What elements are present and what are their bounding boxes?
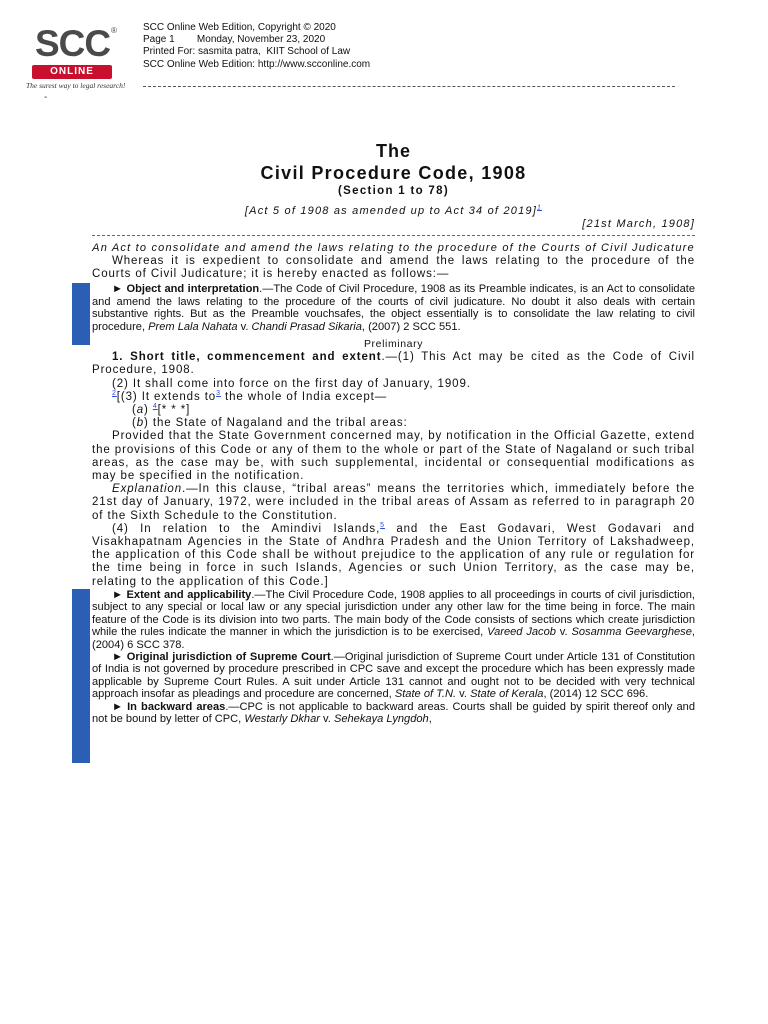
editorial-notes-section-1 <box>72 589 695 725</box>
print-header <box>143 22 370 71</box>
note-heading: Extent and applicability <box>126 588 252 601</box>
note-body: .—The Civil Procedure Code, 1908 applies to all proceedings in courts of civil jurisdiction, subject to any special or local law or any special jurisdiction under any other law for the time being in force. The main feature of the Code is its division into two parts. The main body of the Code consists of sections which create jurisdiction while the rules indicate the manner in which the jurisdiction is to be exercised, <box>92 588 695 639</box>
case-citation: , (2014) 12 SCC 696. <box>543 688 649 701</box>
case-versus: v. <box>456 688 471 701</box>
editorial-note-object <box>72 283 695 333</box>
note-text <box>92 283 695 333</box>
section-1-4-text-b: and the East Godavari, West Godavari and Visakhapatnam Agencies in the State of Andhra Pradesh and the Union Territory of Lakshadweep, the application of this Code shall be without prejudice to the application of any rule or regulation for the time being in force in such Islands, Agencies or such Union Territory, as the case may be, relating to the application of this Code.] <box>92 522 695 588</box>
title-divider <box>92 235 695 236</box>
footnote-link-2[interactable]: 2 <box>112 390 117 398</box>
logo-tagline: The surest way to legal research! <box>26 81 126 90</box>
case-versus: v. <box>319 712 334 725</box>
note-heading: Original jurisdiction of Supreme Court <box>126 650 331 663</box>
footnote-link-4[interactable]: 4 <box>152 403 158 411</box>
section-number: 1. <box>112 351 131 364</box>
act-line <box>92 205 695 218</box>
section-1-3-text: [(3) It extends to <box>116 390 217 403</box>
case-citation: , (2007) 2 SCC 551. <box>361 320 461 333</box>
document-title: Civil Procedure Code, 1908 <box>260 163 527 183</box>
case-party-a: Westarly Dkhar <box>244 712 320 725</box>
clause-b-open: ( <box>132 417 137 430</box>
footnote-link-1[interactable]: 1 <box>536 204 543 212</box>
note-original-jurisdiction <box>92 651 695 701</box>
case-versus: v. <box>237 320 252 333</box>
header-side-mark: - <box>44 92 48 103</box>
part-heading: Preliminary <box>363 338 424 351</box>
footnote-link-5[interactable]: 5 <box>380 522 385 530</box>
footnote-link-3[interactable]: 3 <box>216 390 221 398</box>
header-divider <box>143 86 675 87</box>
section-1-4 <box>92 523 695 589</box>
note-bar <box>72 589 90 763</box>
logo-registered-mark: ® <box>111 26 117 35</box>
section-1-3-text-b: the whole of India except— <box>220 390 388 403</box>
section-1-4-text: (4) In relation to the Amindivi Islands, <box>112 522 381 535</box>
document-body <box>92 140 695 725</box>
note-extent <box>92 589 695 651</box>
clause-b-letter: b <box>136 417 145 430</box>
explanation-label: Explanation <box>112 483 182 496</box>
long-title: An Act to consolidate and amend the laws relating to the procedure of the Courts of Civil Judicature <box>92 242 695 254</box>
copyright-line: SCC Online Web Edition, Copyright © 2020 <box>143 22 336 33</box>
note-arrow-icon: ► <box>112 283 123 296</box>
explanation-text: .—In this clause, “tribal areas” means the territories which, immediately before the 21st day of January, 1972, were included in the tribal areas of Assam as referred to in paragraph 20 of the Sixth Schedule to the Constitution. <box>92 483 695 522</box>
title-the: The <box>375 141 411 161</box>
note-body: .—Original jurisdiction of Supreme Court under Article 131 of Constitution of India is not governed by procedure prescribed in CPC save and except the procedure which has been expressly made applicable by Supreme Court Rules. A suit under Article 131 cannot and ought not to be decided with very technical approach insofar as pleadings and procedure are concerned, <box>92 650 695 701</box>
case-citation: , (2004) 6 SCC 378. <box>92 626 695 651</box>
section-1-3 <box>92 391 695 404</box>
clause-b <box>92 417 695 430</box>
clause-a-text: [* * *] <box>157 404 191 417</box>
website-line: SCC Online Web Edition: http://www.scconline.com <box>143 58 371 70</box>
clause-a-close: ) <box>144 404 153 417</box>
case-party-b: Chandi Prasad Sikaria <box>251 320 362 333</box>
act-line-text: [Act 5 of 1908 as amended up to Act 34 of 2019] <box>244 205 537 217</box>
section-1-1 <box>92 351 695 377</box>
section-1-2: (2) It shall come into force on the first day of January, 1909. <box>112 377 471 390</box>
section-range: (Section 1 to 78) <box>338 185 449 197</box>
note-heading: Object and interpretation <box>126 283 260 296</box>
section-heading: Short title, commencement and extent <box>130 351 382 364</box>
logo-wordmark: SCC <box>35 23 111 64</box>
printed-for-line: Printed For: sasmita patra, KIIT School of Law <box>143 46 351 58</box>
note-backward-areas <box>92 701 695 726</box>
note-arrow-icon: ► <box>112 588 123 601</box>
case-party-a: Prem Lala Nahata <box>148 320 238 333</box>
case-party-a: State of T.N. <box>394 688 457 701</box>
clause-b-text: ) the State of Nagaland and the tribal areas: <box>144 417 408 430</box>
clause-a-open: ( <box>132 404 137 417</box>
enactment-date: [21st March, 1908] <box>582 218 695 230</box>
case-party-a: Vareed Jacob <box>487 626 556 639</box>
note-arrow-icon: ► <box>112 650 123 663</box>
clause-a <box>92 404 695 417</box>
case-party-b: Sehekaya Lyngdoh <box>333 712 429 725</box>
preamble: Whereas it is expedient to consolidate and amend the laws relating to the procedure of the Courts of Civil Judicature; it is hereby enacted as follows:— <box>92 255 695 281</box>
case-citation: , <box>428 712 432 725</box>
note-heading: In backward areas <box>127 700 226 713</box>
logo-online-banner: ONLINE <box>32 65 112 79</box>
note-body: .—The Code of Civil Procedure, 1908 as its Preamble indicates, is an Act to consolidate and amend the laws relating to the procedure of the courts of civil judicature. No doubt it also deals with certain substantive rights. But as the Preamble vouchsafes, the object essentially is to consolidate the law relating to civil procedure, <box>92 283 695 333</box>
scc-online-logo <box>26 24 130 96</box>
note-body: .—CPC is not applicable to backward areas. Courts shall be guided by spirit thereof only and not be bound by letter of CPC, <box>92 700 695 725</box>
case-party-b: Sosamma Geevarghese <box>571 626 692 639</box>
page-date-line: Page 1 Monday, November 23, 2020 <box>143 34 326 46</box>
clause-a-letter: a <box>136 404 145 417</box>
proviso: Provided that the State Government concerned may, by notification in the Official Gazette, extend the provisions of this Code or any of them to the whole or part of the State of Nagaland or such tribal areas, as the case may be, with such supplemental, incidental or consequential modifications as may be specified in the notification. <box>92 430 695 483</box>
note-arrow-icon: ► <box>112 700 123 713</box>
case-party-b: State of Kerala <box>470 688 544 701</box>
explanation <box>92 483 695 523</box>
note-bar <box>72 283 90 345</box>
section-text: .—(1) This Act may be cited as the Code of Civil Procedure, 1908. <box>92 351 695 377</box>
case-versus: v. <box>555 626 572 639</box>
